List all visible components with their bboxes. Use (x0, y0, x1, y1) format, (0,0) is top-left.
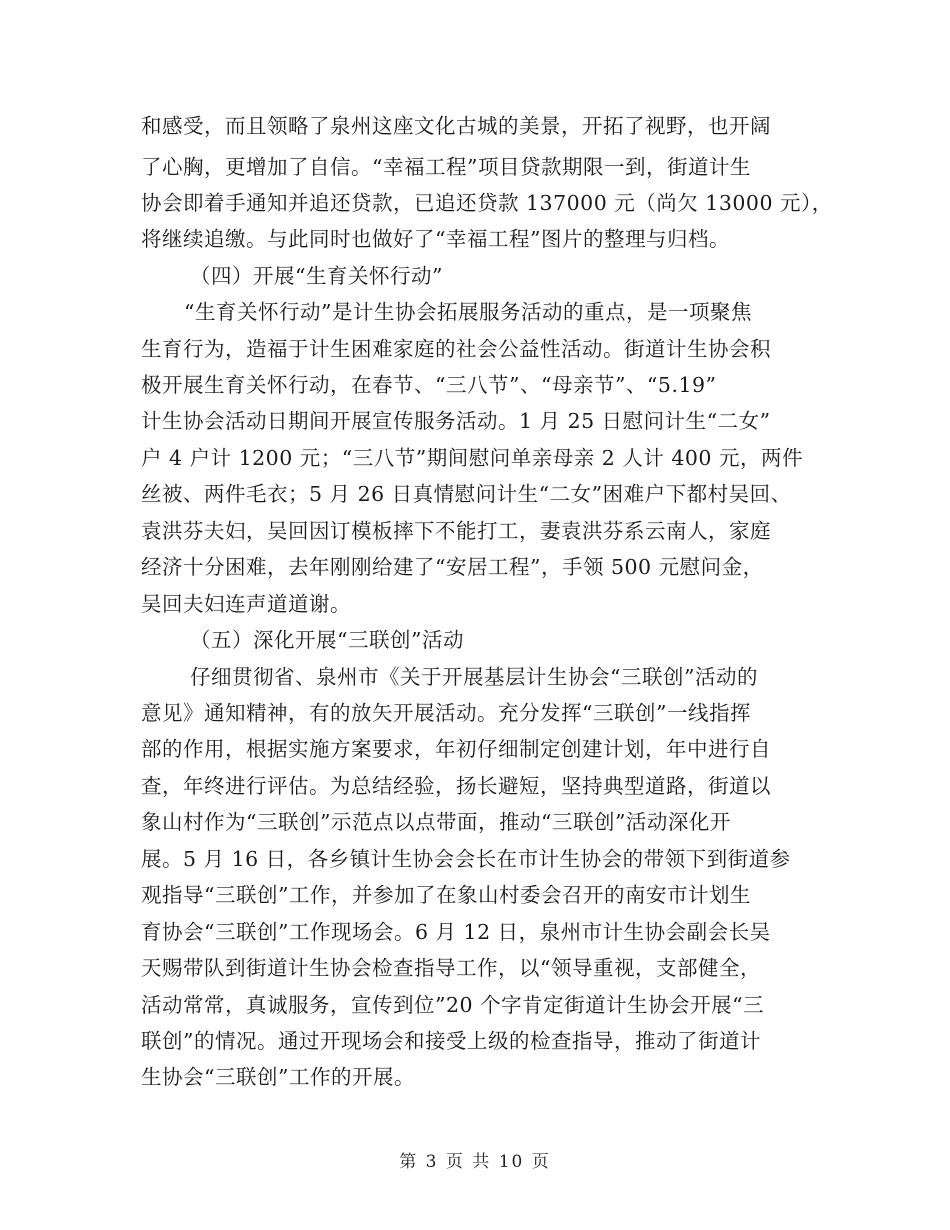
body-text-line: 将继续追缴。与此同时也做好了“幸福工程”图片的整理与归档。 (141, 227, 730, 251)
body-text-line: 户 4 户计 1200 元；“三八节”期间慰问单亲母亲 2 人计 400 元，两件 (141, 446, 803, 470)
body-text-line: 经济十分困难，去年刚刚给建了“安居工程”，手领 500 元慰问金， (141, 555, 764, 579)
body-text-line: 象山村作为“三联创”示范点以点带面，推动“三联创”活动深化开 (141, 810, 731, 834)
paragraph-start-line: “生育关怀行动”是计生协会拓展服务活动的重点，是一项聚焦 (184, 300, 752, 324)
body-text-line: 生协会“三联创”工作的开展。 (141, 1065, 415, 1089)
body-text-line: 观指导“三联创”工作，并参加了在象山村委会召开的南安市计划生 (141, 883, 751, 907)
body-text-line: 部的作用，根据实施方案要求，年初仔细制定创建计划，年中进行自 (141, 737, 771, 761)
body-text-line: 极开展生育关怀行动，在春节、“三八节”、“母亲节”、“5.19” (141, 373, 717, 397)
body-text-line: 生育行为，造福于计生困难家庭的社会公益性活动。街道计生协会积 (141, 337, 771, 361)
section-heading-5: （五）深化开展“三联创”活动 (190, 628, 464, 652)
paragraph-start-line: 仔细贯彻省、泉州市《关于开展基层计生协会“三联创”活动的 (190, 665, 758, 689)
body-text-line: 协会即着手通知并追还贷款，已追还贷款 137000 元（尚欠 13000 元）， (141, 191, 833, 215)
body-text-line: 丝被、两件毛衣；5 月 26 日真情慰问计生“二女”困难户下都村吴回、 (141, 482, 792, 506)
body-text-line: 查，年终进行评估。为总结经验，扬长避短，坚持典型道路，街道以 (141, 774, 771, 798)
body-text-line: 计生协会活动日期间开展宣传服务活动。1 月 25 日慰问计生“二女” (141, 409, 771, 433)
body-text-line: 活动常常，真诚服务，宣传到位”20 个字肯定街道计生协会开展“三 (141, 993, 765, 1017)
body-text-line: 育协会“三联创”工作现场会。6 月 12 日，泉州市计生协会副会长吴 (141, 920, 771, 944)
body-text-line: 和感受，而且领略了泉州这座文化古城的美景，开拓了视野，也开阔 (141, 114, 771, 138)
body-text-line: 天赐带队到街道计生协会检查指导工作，以“领导重视，支部健全， (141, 956, 761, 980)
section-heading-4: （四）开展“生育关怀行动” (190, 264, 443, 288)
body-text-line: 袁洪芬夫妇，吴回因订模板摔下不能打工，妻袁洪芬系云南人，家庭 (141, 519, 771, 543)
body-text-line: 了心胸，更增加了自信。“幸福工程”项目贷款期限一到，街道计生 (141, 155, 751, 179)
body-text-line: 意见》通知精神，有的放矢开展活动。充分发挥“三联创”一线指挥 (141, 701, 751, 725)
body-text-line: 吴回夫妇连声道道谢。 (141, 592, 351, 616)
page-number-footer: 第 3 页 共 10 页 (399, 1152, 551, 1172)
body-text-line: 联创”的情况。通过开现场会和接受上级的检查指导，推动了街道计 (141, 1029, 761, 1053)
body-text-line: 展。5 月 16 日，各乡镇计生协会会长在市计生协会的带领下到街道参 (141, 847, 791, 871)
